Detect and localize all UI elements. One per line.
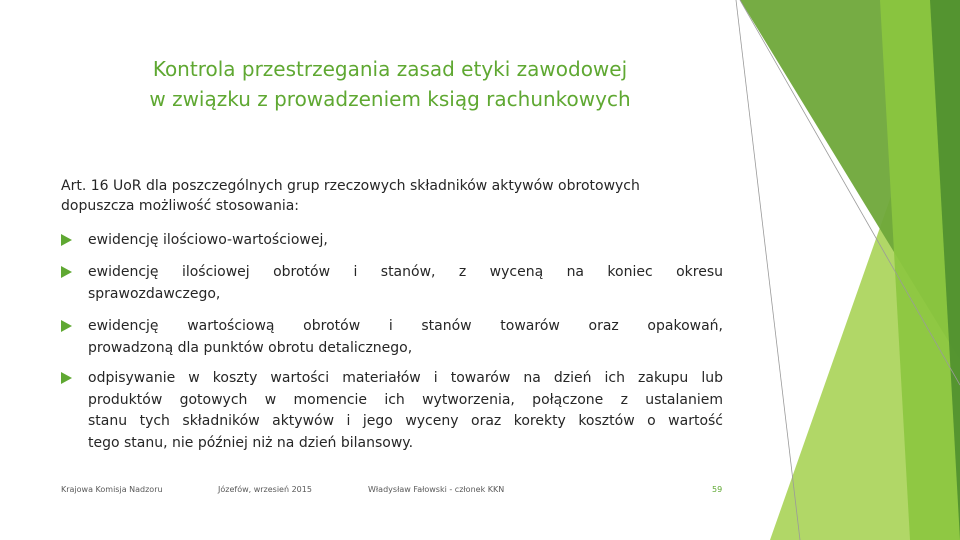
bullet-2-line-1: ewidencję ilościowej obrotów i stanów, z wyceną na koniec okresu bbox=[88, 264, 723, 280]
bullet-text-2 bbox=[88, 262, 723, 305]
bullet-4-line-1: odpisywanie w koszty wartości materiałów i towarów na dzień ich zakupu lub bbox=[88, 370, 723, 386]
footer-place-date: Józefów, wrzesień 2015 bbox=[218, 485, 312, 494]
bullet-text-4 bbox=[88, 368, 723, 454]
bullet-4-line-3: stanu tych składników aktywów i jego wyceny oraz korekty kosztów o wartość bbox=[88, 413, 723, 429]
page-number: 59 bbox=[712, 485, 723, 494]
slide-title bbox=[60, 54, 720, 114]
intro-paragraph bbox=[61, 176, 741, 216]
triangle-bullet-icon bbox=[61, 234, 72, 246]
footer-author: Władysław Fałowski - członek KKN bbox=[368, 485, 505, 494]
bullet-text-3 bbox=[88, 316, 723, 359]
bullet-3-line-1: ewidencję wartościową obrotów i stanów towarów oraz opakowań, bbox=[88, 318, 723, 334]
bullet-text-1 bbox=[88, 230, 723, 252]
bullet-item-1 bbox=[61, 230, 723, 252]
intro-line-2: dopuszcza możliwość stosowania: bbox=[61, 198, 300, 214]
triangle-bullet-icon bbox=[61, 320, 72, 332]
footer-organization: Krajowa Komisja Nadzoru bbox=[61, 485, 163, 494]
bullet-item-4 bbox=[61, 368, 723, 454]
bullet-item-3 bbox=[61, 316, 723, 359]
bullet-4-line-4: tego stanu, nie później niż na dzień bilansowy. bbox=[88, 434, 414, 451]
bullet-3-line-2: prowadzoną dla punktów obrotu detalicznego, bbox=[88, 339, 413, 356]
intro-line-1: Art. 16 UoR dla poszczególnych grup rzeczowych składników aktywów obrotowych bbox=[61, 178, 640, 194]
bullet-4-line-2: produktów gotowych w momencie ich wytworzenia, połączone z ustalaniem bbox=[88, 391, 723, 408]
triangle-bullet-icon bbox=[61, 372, 72, 384]
title-line-2: w związku z prowadzeniem ksiąg rachunkowych bbox=[149, 87, 631, 111]
title-line-1: Kontrola przestrzegania zasad etyki zawodowej bbox=[152, 57, 628, 81]
triangle-bullet-icon bbox=[61, 266, 72, 278]
bullet-2-line-2: sprawozdawczego, bbox=[88, 285, 221, 302]
bullet-1-line-1: ewidencję ilościowo-wartościowej, bbox=[88, 232, 328, 248]
bullet-item-2 bbox=[61, 262, 723, 305]
